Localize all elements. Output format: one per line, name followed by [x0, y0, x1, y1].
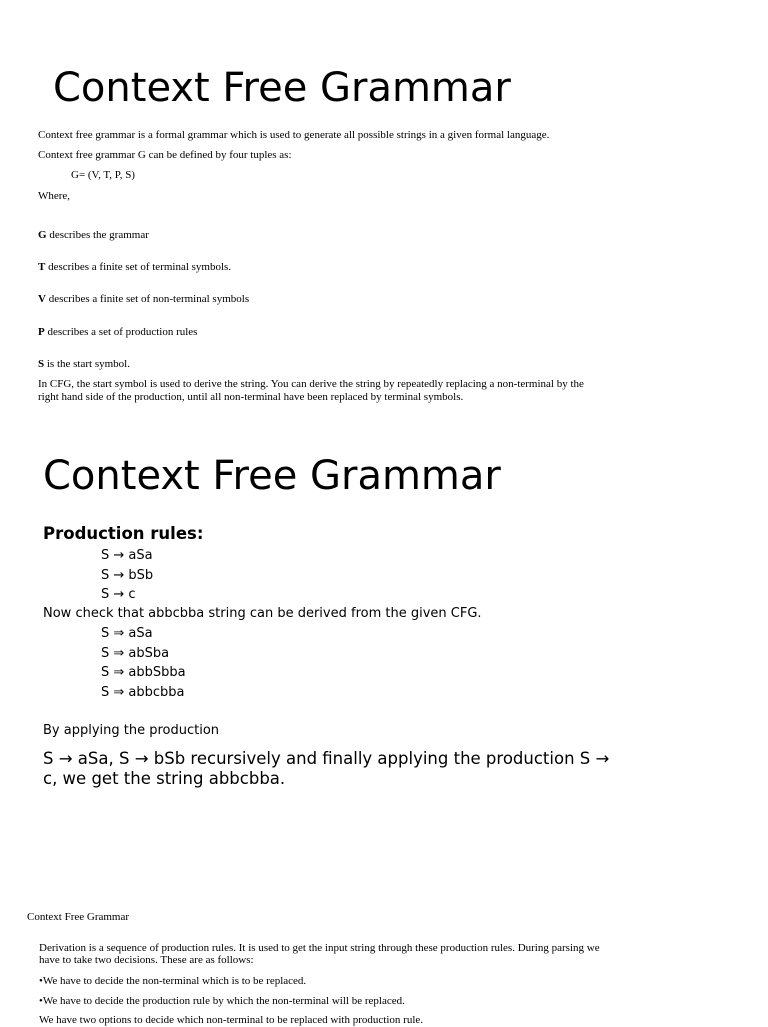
def-s	[38, 358, 130, 371]
slide-2-title: Context Free Grammar	[43, 453, 501, 499]
def-text: describes the grammar	[46, 229, 149, 241]
slide-3-title: Context Free Grammar	[27, 911, 130, 923]
def-text: is the start symbol.	[44, 358, 130, 370]
tuple-intro-text: Context free grammar G can be defined by four tuples as:	[38, 149, 292, 161]
def-v	[38, 293, 249, 306]
derivation-3: S ⇒ abbSbba	[101, 665, 186, 680]
def-t	[38, 261, 231, 274]
conclusion-text: S → aSa, S → bSb recursively and finally applying the production S → c, we get the string abbcbba.	[43, 749, 610, 788]
check-text: Now check that abbcbba string can be derived from the given CFG.	[43, 606, 482, 621]
intro-text: Context free grammar is a formal grammar which is used to generate all possible strings in a given formal language.	[38, 129, 550, 141]
where-label: Where,	[38, 190, 71, 202]
tuple-definition: G= (V, T, P, S)	[71, 169, 135, 181]
rule-2: S → bSb	[101, 568, 154, 583]
def-symbol: V	[38, 293, 46, 305]
bullet-1: •We have to decide the non-terminal which is to be replaced.	[39, 975, 307, 987]
derivation-2: S ⇒ abSba	[101, 646, 170, 661]
production-rules-heading: Production rules:	[43, 524, 204, 543]
options-text: We have two options to decide which non-terminal to be replaced with production rule.	[39, 1014, 424, 1026]
def-symbol: S	[38, 358, 45, 370]
def-text: describes a finite set of terminal symbols.	[45, 261, 232, 273]
derivation-4: S ⇒ abbcbba	[101, 685, 185, 700]
slide-1-title: Context Free Grammar	[53, 65, 511, 111]
rule-3: S → c	[101, 587, 136, 602]
def-text: describes a set of production rules	[44, 326, 198, 338]
derivation-1: S ⇒ aSa	[101, 626, 153, 641]
def-symbol: T	[38, 261, 46, 273]
derivation-intro: Derivation is a sequence of production rules. It is used to get the input string through these production rules. During parsing we have to take two decisions. These are as follows:	[39, 942, 600, 966]
closing-paragraph: In CFG, the start symbol is used to derive the string. You can derive the string by repeatedly replacing a non-terminal by the right hand side of the production, until all non-terminal have been replaced by terminal symbols.	[38, 378, 584, 403]
bullet-2: •We have to decide the production rule by which the non-terminal will be replaced.	[39, 995, 405, 1007]
rule-1: S → aSa	[101, 548, 153, 563]
def-symbol: G	[38, 229, 47, 241]
def-g	[38, 229, 149, 242]
applying-text: By applying the production	[43, 723, 220, 738]
def-symbol: P	[38, 326, 45, 338]
def-text: describes a finite set of non-terminal symbols	[45, 293, 250, 305]
def-p	[38, 326, 197, 339]
